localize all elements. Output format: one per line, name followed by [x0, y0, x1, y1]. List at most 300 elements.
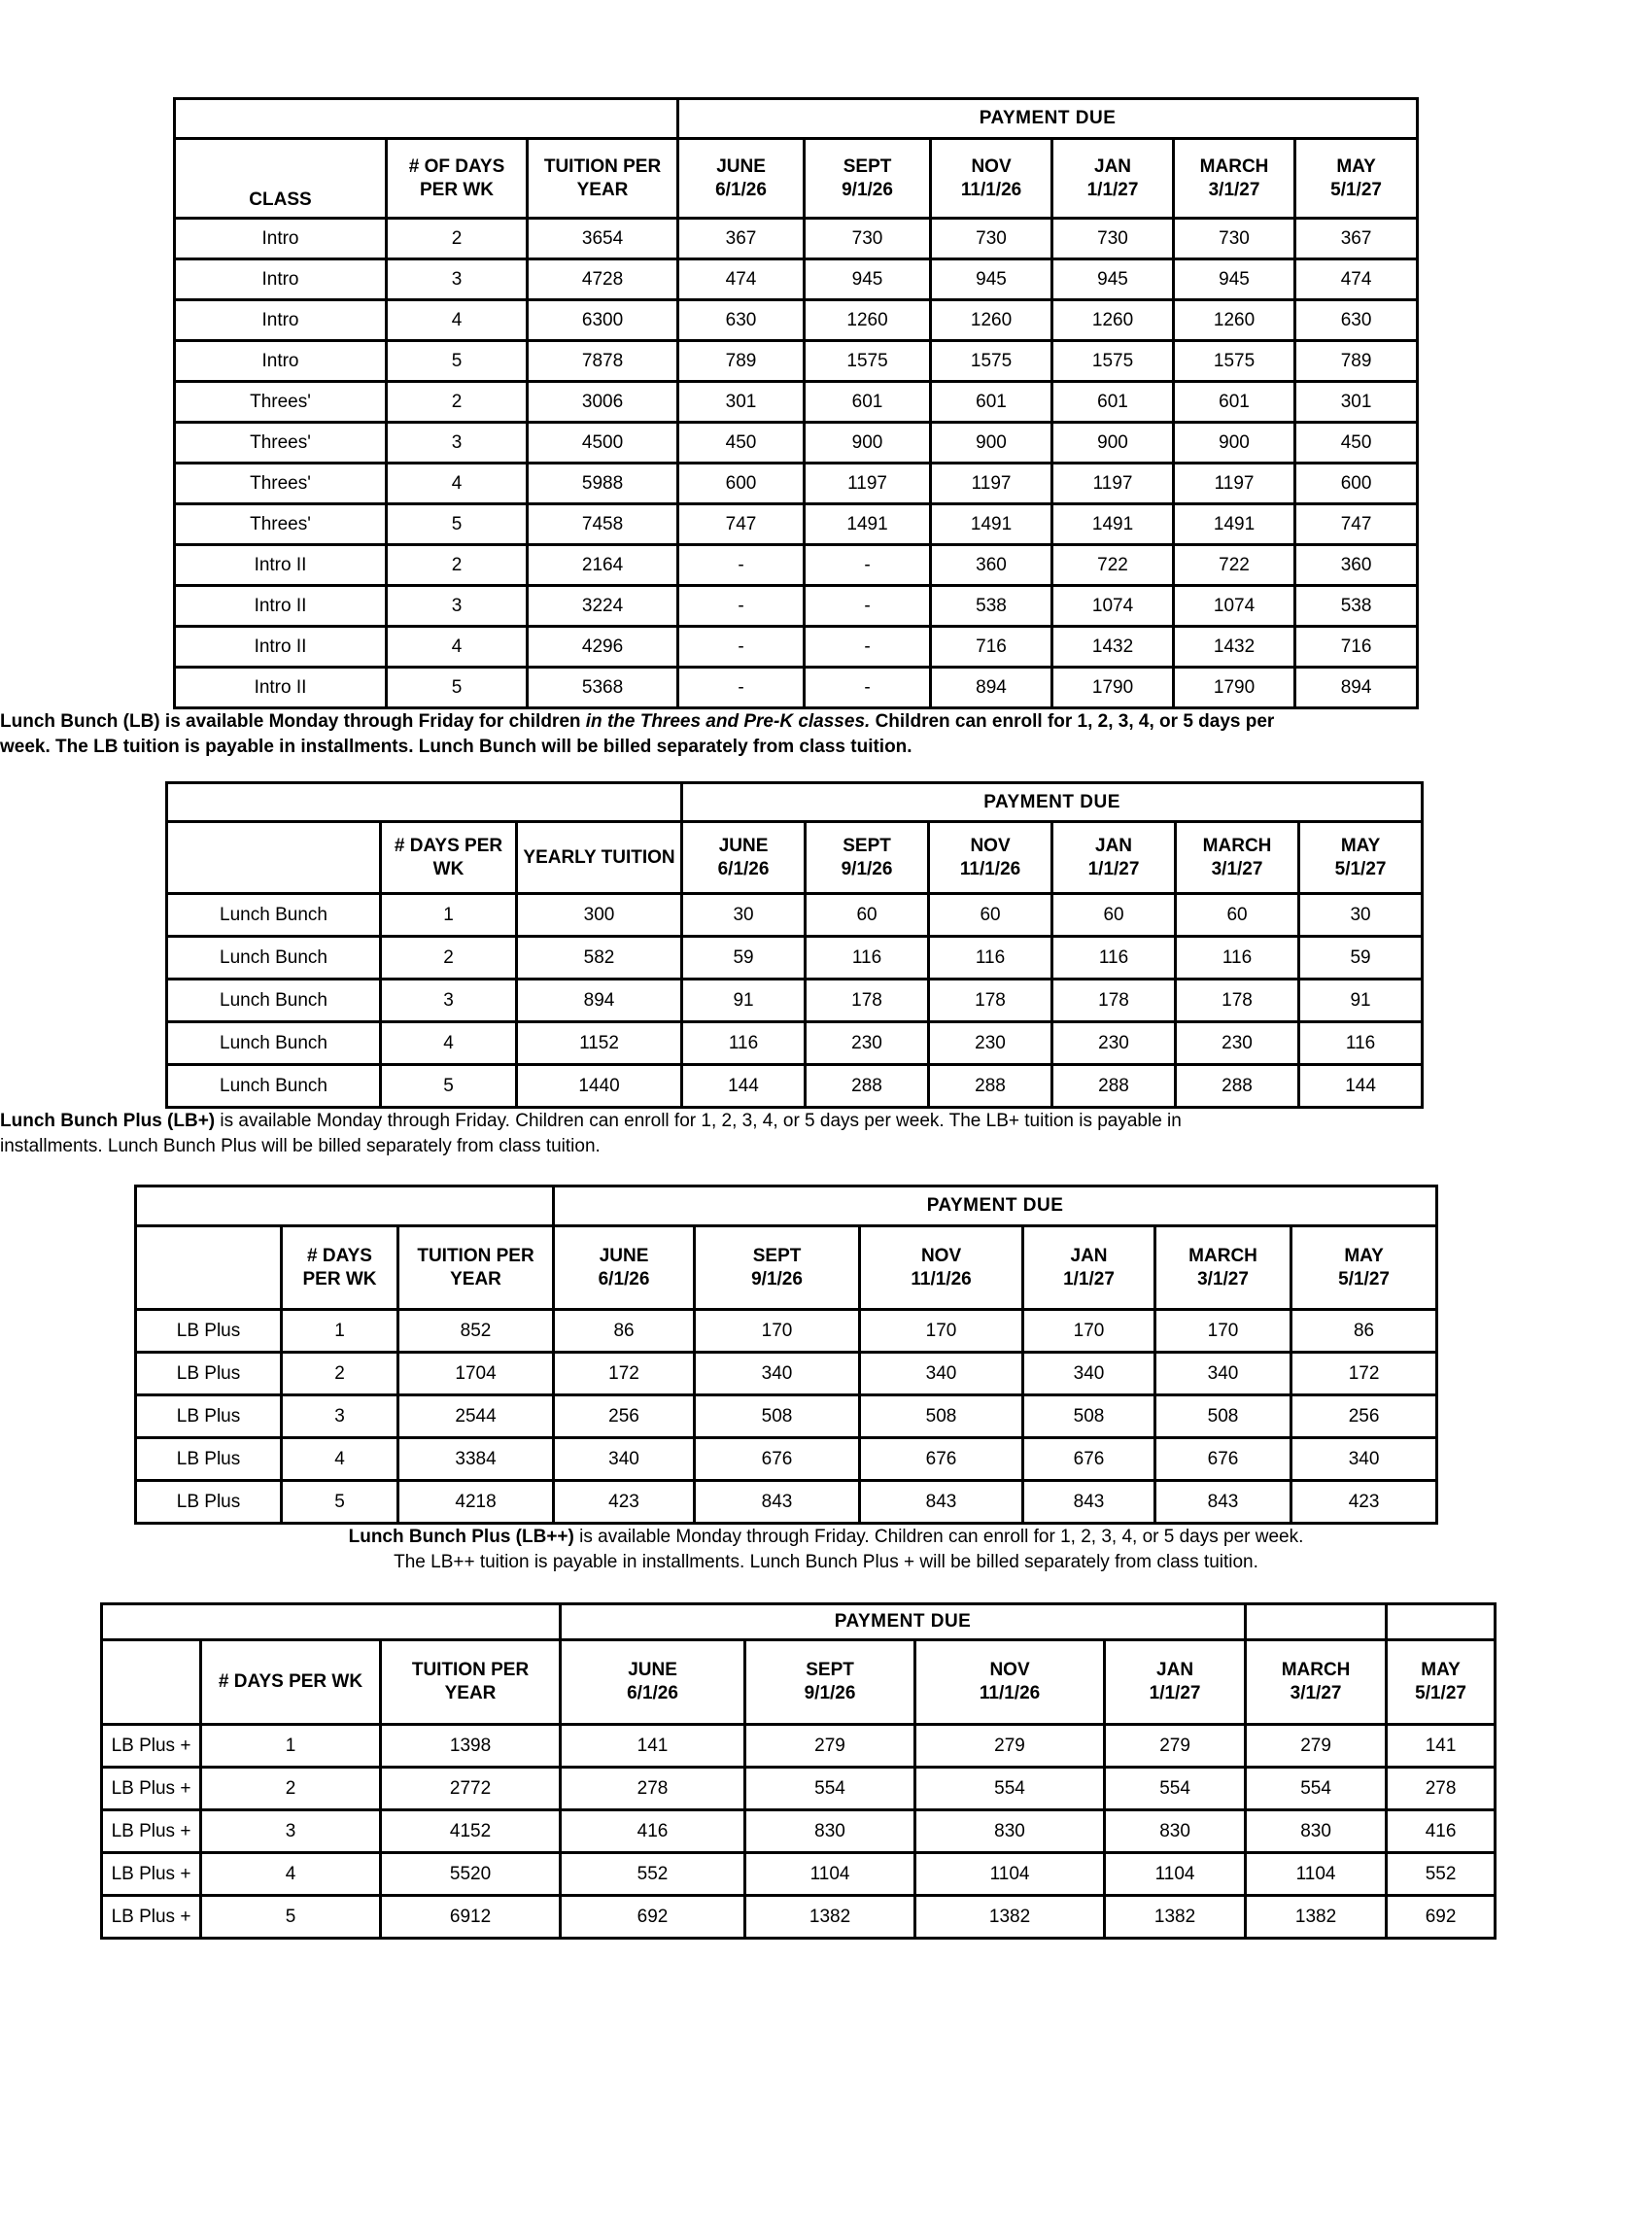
payment-cell: 91: [682, 980, 806, 1022]
date-label: 11/1/26: [959, 858, 1021, 879]
payment-cell: 1575: [931, 341, 1052, 382]
text-segment: is available Monday through Friday. Children can enroll for 1, 2, 3, 4, or 5 days per week. The LB+ tuition is payable in: [215, 1111, 1182, 1131]
date-label: 9/1/26: [842, 179, 893, 200]
payment-cell: 900: [1052, 423, 1174, 464]
tuition-per-year-cell: 2164: [528, 545, 678, 586]
blank-header-cell: [167, 783, 682, 822]
payment-column-header: [1105, 1640, 1246, 1725]
tuition-per-year-cell: 5520: [381, 1853, 561, 1896]
table-row: [175, 341, 1418, 382]
payment-cell: 423: [1291, 1481, 1437, 1524]
class-column-header: CLASS: [175, 139, 387, 219]
table-row: [167, 980, 1423, 1022]
payment-cell: 789: [1295, 341, 1418, 382]
tuition-per-year-cell: 4152: [381, 1810, 561, 1853]
header-row: [136, 1226, 1437, 1310]
days-per-week-cell: 3: [201, 1810, 381, 1853]
blank-header-cell: [1246, 1604, 1387, 1640]
payment-cell: 116: [1299, 1022, 1423, 1065]
date-label: 6/1/26: [715, 179, 767, 200]
payment-cell: -: [678, 668, 805, 708]
lunch-bunch-paragraph: [0, 709, 1652, 760]
month-label: JUNE: [718, 835, 769, 856]
payment-cell: 279: [1105, 1725, 1246, 1768]
tuition-per-year-cell: 4728: [528, 259, 678, 300]
payment-cell: 170: [695, 1310, 860, 1353]
table-row: [175, 259, 1418, 300]
payment-cell: 340: [1291, 1438, 1437, 1481]
payment-cell: 367: [1295, 219, 1418, 259]
tuition-per-year-cell: 7458: [528, 504, 678, 545]
payment-cell: 172: [554, 1353, 695, 1395]
table-row: [175, 545, 1418, 586]
lb-plus-plus-table: [100, 1602, 1497, 1940]
payment-column-header: [678, 139, 805, 219]
row-label-cell: Threes': [175, 504, 387, 545]
payment-column-header: [1174, 139, 1295, 219]
payment-cell: 843: [1155, 1481, 1291, 1524]
payment-column-header: [1295, 139, 1418, 219]
payment-cell: 900: [805, 423, 931, 464]
payment-cell: 830: [745, 1810, 915, 1853]
payment-cell: 508: [860, 1395, 1023, 1438]
class-column-header: [136, 1226, 282, 1310]
days-per-week-cell: 3: [387, 259, 528, 300]
text-segment: Lunch Bunch Plus (LB++): [348, 1527, 574, 1547]
payment-cell: 170: [1023, 1310, 1155, 1353]
payment-column-header: [929, 822, 1052, 894]
days-per-week-cell: 5: [201, 1896, 381, 1939]
table-row: [175, 423, 1418, 464]
table-row: [175, 219, 1418, 259]
table-row: [102, 1896, 1496, 1939]
header-row: [102, 1604, 1496, 1640]
payment-cell: 1575: [1052, 341, 1174, 382]
payment-cell: 1491: [1052, 504, 1174, 545]
date-label: 6/1/26: [717, 858, 770, 879]
payment-cell: 1197: [931, 464, 1052, 504]
class-column-header: [167, 822, 381, 894]
table-row: [102, 1725, 1496, 1768]
payment-cell: 1197: [805, 464, 931, 504]
payment-cell: 747: [1295, 504, 1418, 545]
payment-cell: 600: [678, 464, 805, 504]
payment-cell: 554: [745, 1768, 915, 1810]
header-row: [167, 822, 1423, 894]
payment-cell: 288: [1052, 1065, 1176, 1108]
row-label-cell: LB Plus: [136, 1481, 282, 1524]
tuition-column-header: TUITION PER YEAR: [398, 1226, 554, 1310]
payment-cell: 86: [554, 1310, 695, 1353]
month-label: JAN: [1156, 1660, 1194, 1680]
payment-cell: 279: [1246, 1725, 1387, 1768]
days-per-week-cell: 1: [381, 894, 517, 937]
payment-cell: 279: [915, 1725, 1105, 1768]
payment-column-header: [1023, 1226, 1155, 1310]
payment-cell: 843: [860, 1481, 1023, 1524]
blank-header-cell: [175, 99, 678, 139]
payment-cell: 508: [1023, 1395, 1155, 1438]
payment-cell: -: [805, 586, 931, 627]
date-label: 3/1/27: [1197, 1268, 1249, 1289]
payment-cell: 1260: [805, 300, 931, 341]
payment-cell: 1260: [1174, 300, 1295, 341]
date-label: 5/1/27: [1330, 179, 1382, 200]
tuition-per-year-cell: 3006: [528, 382, 678, 423]
payment-cell: 676: [695, 1438, 860, 1481]
payment-cell: 116: [682, 1022, 806, 1065]
payment-cell: 1432: [1174, 627, 1295, 668]
days-per-week-cell: 5: [387, 504, 528, 545]
lunch-bunch-table: [165, 781, 1424, 1109]
payment-cell: 116: [929, 937, 1052, 980]
payment-cell: 1104: [915, 1853, 1105, 1896]
payment-cell: 301: [1295, 382, 1418, 423]
payment-column-header: [1291, 1226, 1437, 1310]
payment-cell: 230: [1176, 1022, 1299, 1065]
text-segment: Lunch Bunch Plus (LB+): [0, 1111, 216, 1131]
payment-cell: 1104: [1105, 1853, 1246, 1896]
row-label-cell: Lunch Bunch: [167, 1022, 381, 1065]
text-segment: Lunch Bunch (LB) is available Monday through Friday for children: [0, 711, 586, 732]
days-per-week-cell: 4: [387, 300, 528, 341]
days-per-week-cell: 4: [387, 627, 528, 668]
payment-cell: 1432: [1052, 627, 1174, 668]
payment-cell: 30: [1299, 894, 1423, 937]
date-label: 6/1/26: [627, 1683, 678, 1703]
payment-cell: 340: [860, 1353, 1023, 1395]
date-label: 5/1/27: [1415, 1683, 1466, 1703]
row-label-cell: LB Plus +: [102, 1768, 201, 1810]
month-label: MARCH: [1202, 835, 1272, 856]
month-label: NOV: [970, 835, 1011, 856]
date-label: 9/1/26: [751, 1268, 803, 1289]
payment-cell: 554: [915, 1768, 1105, 1810]
header-row: [175, 139, 1418, 219]
payment-cell: 747: [678, 504, 805, 545]
payment-cell: 360: [931, 545, 1052, 586]
payment-column-header: [1176, 822, 1299, 894]
header-row: [102, 1640, 1496, 1725]
days-per-week-cell: 3: [387, 423, 528, 464]
payment-cell: 416: [1387, 1810, 1496, 1853]
tuition-per-year-cell: 3654: [528, 219, 678, 259]
table-row: [102, 1853, 1496, 1896]
payment-cell: 722: [1052, 545, 1174, 586]
tuition-per-year-cell: 4218: [398, 1481, 554, 1524]
payment-cell: 1382: [1105, 1896, 1246, 1939]
row-label-cell: LB Plus: [136, 1310, 282, 1353]
row-label-cell: LB Plus: [136, 1353, 282, 1395]
table-row: [167, 1022, 1423, 1065]
month-label: JAN: [1095, 835, 1133, 856]
payment-cell: 288: [806, 1065, 929, 1108]
payment-cell: 1491: [805, 504, 931, 545]
payment-cell: 1074: [1052, 586, 1174, 627]
payment-cell: 1260: [1052, 300, 1174, 341]
payment-cell: 630: [1295, 300, 1418, 341]
row-label-cell: Threes': [175, 464, 387, 504]
lb-plus-plus-paragraph: [0, 1525, 1652, 1575]
payment-cell: 301: [678, 382, 805, 423]
text-segment: Children can enroll for 1, 2, 3, 4, or 5 days per: [870, 711, 1275, 732]
month-label: JUNE: [716, 155, 766, 177]
days-per-week-cell: 4: [201, 1853, 381, 1896]
payment-cell: 1491: [1174, 504, 1295, 545]
table-row: [175, 627, 1418, 668]
month-label: SEPT: [752, 1245, 802, 1266]
date-label: 1/1/27: [1087, 858, 1140, 879]
month-label: MARCH: [1188, 1245, 1257, 1266]
month-label: MARCH: [1281, 1660, 1351, 1680]
payment-cell: 552: [561, 1853, 745, 1896]
payment-cell: 630: [678, 300, 805, 341]
month-label: JAN: [1070, 1245, 1108, 1266]
row-label-cell: LB Plus: [136, 1438, 282, 1481]
payment-cell: 340: [1023, 1353, 1155, 1395]
table-row: [167, 894, 1423, 937]
table-row: [136, 1481, 1437, 1524]
month-label: MAY: [1421, 1660, 1461, 1680]
payment-cell: 170: [860, 1310, 1023, 1353]
payment-cell: 360: [1295, 545, 1418, 586]
row-label-cell: LB Plus +: [102, 1810, 201, 1853]
payment-cell: 830: [915, 1810, 1105, 1853]
text-segment: installments. Lunch Bunch Plus will be billed separately from class tuition.: [0, 1136, 601, 1156]
month-label: NOV: [920, 1245, 962, 1266]
payment-cell: 288: [1176, 1065, 1299, 1108]
payment-cell: 1260: [931, 300, 1052, 341]
table-row: [175, 504, 1418, 545]
payment-cell: 508: [1155, 1395, 1291, 1438]
payment-cell: -: [678, 586, 805, 627]
payment-due-header: PAYMENT DUE: [561, 1604, 1246, 1640]
payment-cell: 450: [678, 423, 805, 464]
payment-cell: 59: [1299, 937, 1423, 980]
payment-cell: 945: [931, 259, 1052, 300]
month-label: JUNE: [599, 1245, 649, 1266]
date-label: 11/1/26: [979, 1683, 1041, 1703]
tuition-per-year-cell: 2544: [398, 1395, 554, 1438]
month-label: NOV: [971, 155, 1012, 177]
payment-cell: 554: [1105, 1768, 1246, 1810]
payment-column-header: [1299, 822, 1423, 894]
payment-cell: 843: [695, 1481, 860, 1524]
tuition-column-header: TUITION PER YEAR: [528, 139, 678, 219]
payment-cell: 601: [1052, 382, 1174, 423]
text-segment: The LB++ tuition is payable in installments. Lunch Bunch Plus + will be billed separately from class tuition.: [394, 1552, 1258, 1572]
payment-cell: 601: [805, 382, 931, 423]
payment-cell: 367: [678, 219, 805, 259]
payment-cell: 676: [1023, 1438, 1155, 1481]
payment-cell: 1491: [931, 504, 1052, 545]
payment-cell: 676: [860, 1438, 1023, 1481]
days-per-week-cell: 4: [387, 464, 528, 504]
payment-cell: 722: [1174, 545, 1295, 586]
payment-cell: 60: [806, 894, 929, 937]
payment-cell: 178: [1176, 980, 1299, 1022]
payment-cell: 178: [929, 980, 1052, 1022]
payment-cell: 945: [1052, 259, 1174, 300]
days-per-week-cell: 4: [381, 1022, 517, 1065]
payment-cell: 278: [561, 1768, 745, 1810]
date-label: 5/1/27: [1334, 858, 1387, 879]
month-label: MAY: [1336, 155, 1376, 177]
tuition-column-header: YEARLY TUITION: [517, 822, 682, 894]
payment-cell: 279: [745, 1725, 915, 1768]
payment-cell: 538: [931, 586, 1052, 627]
payment-cell: 676: [1155, 1438, 1291, 1481]
tuition-per-year-cell: 582: [517, 937, 682, 980]
payment-cell: 144: [682, 1065, 806, 1108]
payment-cell: 340: [695, 1353, 860, 1395]
payment-cell: 1575: [805, 341, 931, 382]
class-column-header: [102, 1640, 201, 1725]
row-label-cell: LB Plus +: [102, 1725, 201, 1768]
days-per-week-cell: 3: [381, 980, 517, 1022]
document-page: [0, 97, 1652, 1940]
payment-cell: 900: [931, 423, 1052, 464]
payment-column-header: [860, 1226, 1023, 1310]
days-column-header: # OF DAYS PER WK: [387, 139, 528, 219]
class-tuition-table: [173, 97, 1419, 709]
table-row: [167, 1065, 1423, 1108]
payment-cell: 730: [931, 219, 1052, 259]
payment-cell: 894: [931, 668, 1052, 708]
payment-cell: 141: [1387, 1725, 1496, 1768]
payment-cell: 170: [1155, 1310, 1291, 1353]
tuition-per-year-cell: 1398: [381, 1725, 561, 1768]
payment-column-header: [1387, 1640, 1496, 1725]
payment-cell: 554: [1246, 1768, 1387, 1810]
payment-cell: 116: [1052, 937, 1176, 980]
payment-column-header: [554, 1226, 695, 1310]
payment-column-header: [806, 822, 929, 894]
payment-cell: 716: [1295, 627, 1418, 668]
payment-cell: 730: [1052, 219, 1174, 259]
row-label-cell: Intro: [175, 341, 387, 382]
tuition-per-year-cell: 2772: [381, 1768, 561, 1810]
date-label: 1/1/27: [1086, 179, 1139, 200]
payment-cell: 945: [1174, 259, 1295, 300]
days-per-week-cell: 2: [387, 219, 528, 259]
payment-cell: 256: [1291, 1395, 1437, 1438]
payment-column-header: [915, 1640, 1105, 1725]
tuition-column-header: TUITION PER YEAR: [381, 1640, 561, 1725]
days-column-header: # DAYS PER WK: [381, 822, 517, 894]
row-label-cell: LB Plus: [136, 1395, 282, 1438]
table-row: [175, 300, 1418, 341]
payment-column-header: [695, 1226, 860, 1310]
lb-plus-paragraph: [0, 1109, 1652, 1159]
row-label-cell: Intro: [175, 219, 387, 259]
date-label: 6/1/26: [598, 1268, 650, 1289]
payment-cell: 730: [805, 219, 931, 259]
days-per-week-cell: 3: [387, 586, 528, 627]
payment-cell: 416: [561, 1810, 745, 1853]
payment-column-header: [745, 1640, 915, 1725]
payment-cell: 1104: [1246, 1853, 1387, 1896]
blank-header-cell: [1387, 1604, 1496, 1640]
tuition-per-year-cell: 5368: [528, 668, 678, 708]
payment-due-header: PAYMENT DUE: [682, 783, 1423, 822]
tuition-per-year-cell: 3224: [528, 586, 678, 627]
payment-cell: 830: [1246, 1810, 1387, 1853]
month-label: SEPT: [843, 155, 892, 177]
payment-cell: 508: [695, 1395, 860, 1438]
row-label-cell: LB Plus +: [102, 1853, 201, 1896]
month-label: MAY: [1340, 835, 1381, 856]
payment-cell: 256: [554, 1395, 695, 1438]
payment-column-header: [805, 139, 931, 219]
payment-cell: 789: [678, 341, 805, 382]
payment-cell: 1074: [1174, 586, 1295, 627]
days-per-week-cell: 2: [387, 545, 528, 586]
payment-cell: 601: [1174, 382, 1295, 423]
days-per-week-cell: 2: [387, 382, 528, 423]
payment-cell: 340: [1155, 1353, 1291, 1395]
row-label-cell: Lunch Bunch: [167, 1065, 381, 1108]
payment-column-header: [682, 822, 806, 894]
payment-column-header: [931, 139, 1052, 219]
payment-cell: 1790: [1174, 668, 1295, 708]
tuition-per-year-cell: 6912: [381, 1896, 561, 1939]
table-row: [136, 1353, 1437, 1395]
date-label: 3/1/27: [1208, 179, 1260, 200]
month-label: NOV: [989, 1660, 1030, 1680]
tuition-per-year-cell: 7878: [528, 341, 678, 382]
tuition-per-year-cell: 300: [517, 894, 682, 937]
table-row: [102, 1768, 1496, 1810]
payment-cell: 86: [1291, 1310, 1437, 1353]
payment-cell: 900: [1174, 423, 1295, 464]
days-column-header: # DAYS PER WK: [282, 1226, 398, 1310]
tuition-per-year-cell: 3384: [398, 1438, 554, 1481]
tuition-per-year-cell: 4296: [528, 627, 678, 668]
payment-cell: 1104: [745, 1853, 915, 1896]
payment-cell: 288: [929, 1065, 1052, 1108]
payment-cell: 178: [806, 980, 929, 1022]
days-per-week-cell: 1: [282, 1310, 398, 1353]
payment-cell: 178: [1052, 980, 1176, 1022]
month-label: JAN: [1094, 155, 1132, 177]
payment-cell: 692: [1387, 1896, 1496, 1939]
table-row: [167, 937, 1423, 980]
table-row: [175, 586, 1418, 627]
date-label: 3/1/27: [1211, 858, 1263, 879]
payment-cell: 172: [1291, 1353, 1437, 1395]
date-label: 11/1/26: [960, 179, 1022, 200]
payment-cell: 692: [561, 1896, 745, 1939]
payment-cell: -: [805, 668, 931, 708]
payment-cell: 230: [806, 1022, 929, 1065]
payment-cell: 730: [1174, 219, 1295, 259]
payment-cell: 894: [1295, 668, 1418, 708]
payment-column-header: [1246, 1640, 1387, 1725]
table-row: [175, 382, 1418, 423]
row-label-cell: Lunch Bunch: [167, 937, 381, 980]
row-label-cell: Intro II: [175, 668, 387, 708]
date-label: 1/1/27: [1063, 1268, 1115, 1289]
date-label: 9/1/26: [804, 1683, 856, 1703]
payment-cell: 601: [931, 382, 1052, 423]
table-row: [175, 464, 1418, 504]
payment-cell: 1382: [745, 1896, 915, 1939]
table-row: [175, 668, 1418, 708]
payment-cell: 230: [1052, 1022, 1176, 1065]
payment-cell: 1197: [1174, 464, 1295, 504]
payment-due-header: PAYMENT DUE: [554, 1186, 1437, 1226]
